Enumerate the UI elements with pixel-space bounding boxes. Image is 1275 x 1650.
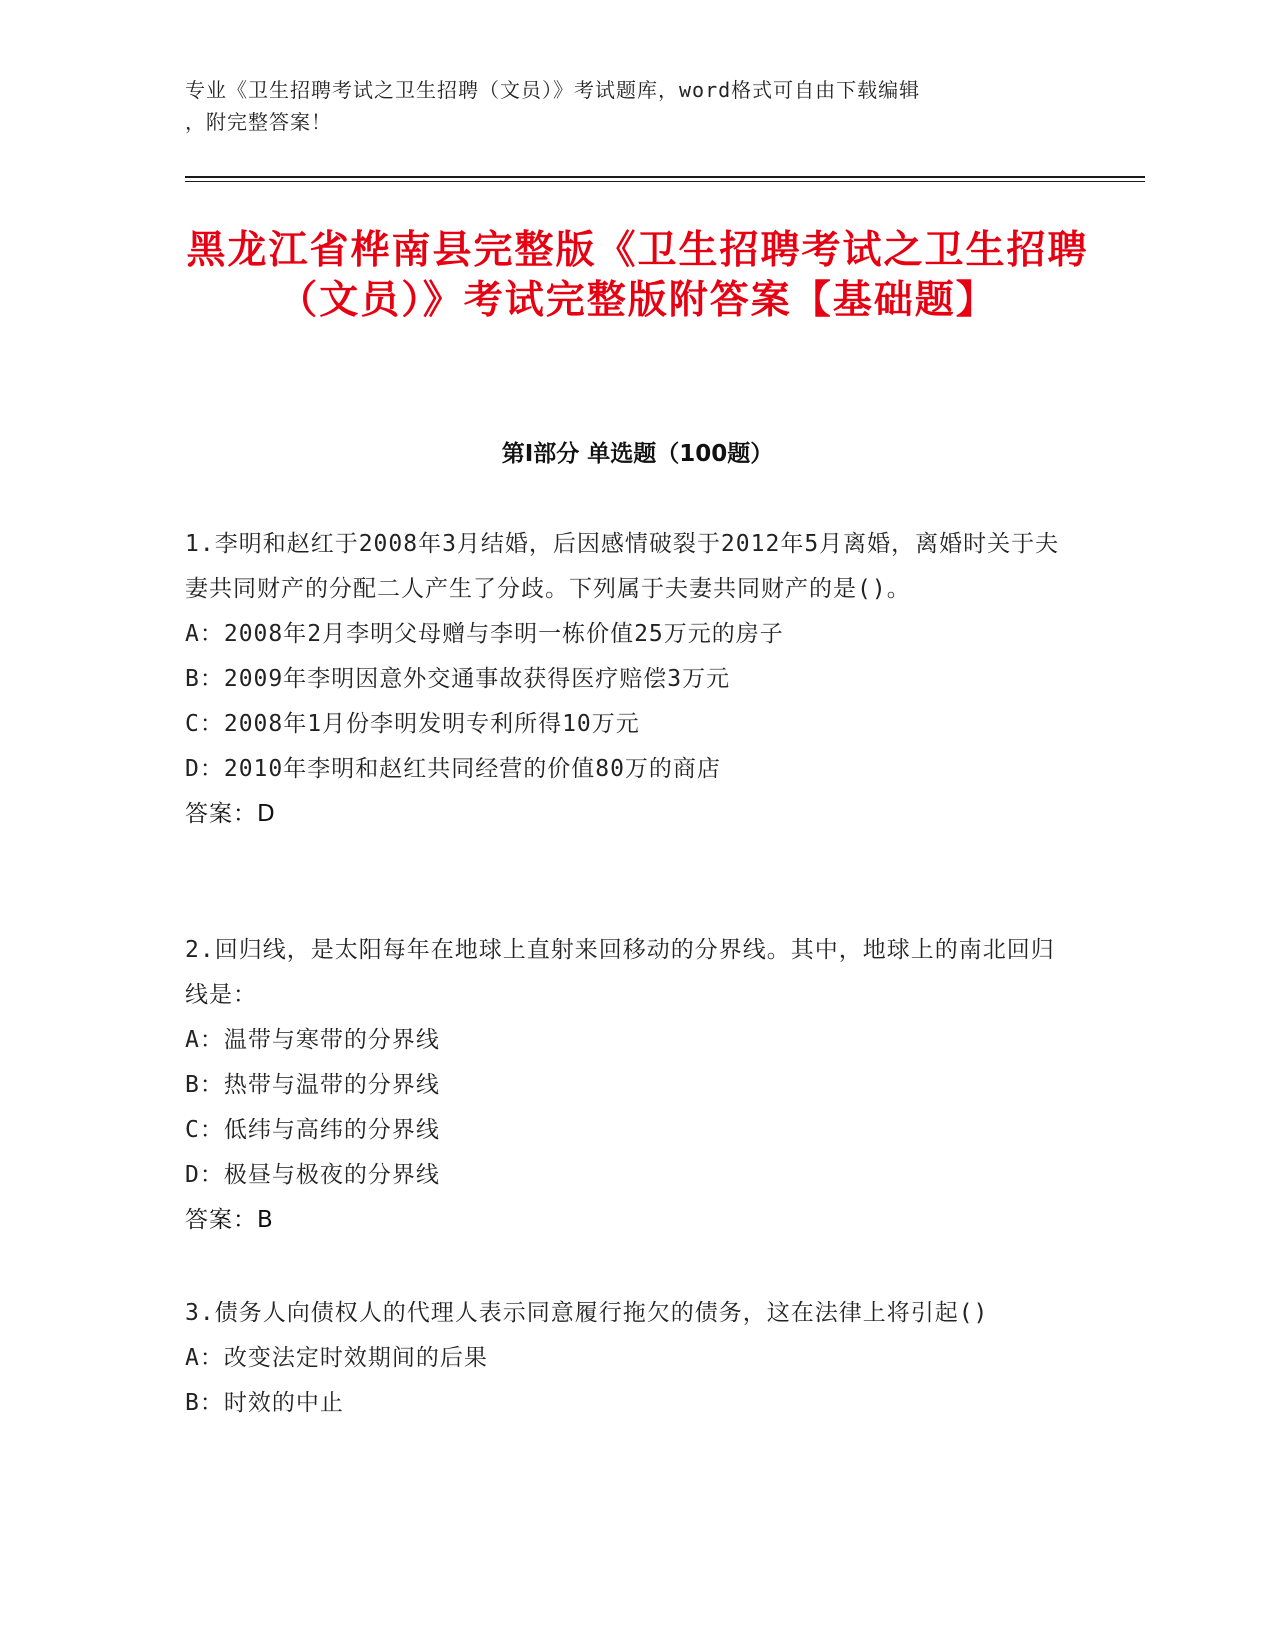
answer-line: 答案：B (185, 1207, 274, 1233)
option-c: C：低纬与高纬的分界线 (185, 1117, 440, 1143)
question-block (185, 928, 1065, 1243)
question-block (185, 522, 1065, 837)
header-note (185, 74, 1065, 138)
option-a: A：改变法定时效期间的后果 (185, 1345, 488, 1371)
question-block (185, 1291, 1065, 1426)
option-d: D：2010年李明和赵红共同经营的价值80万的商店 (185, 756, 721, 782)
header-rule-thin (185, 181, 1145, 182)
option-b: B：热带与温带的分界线 (185, 1072, 440, 1098)
option-b: B：时效的中止 (185, 1390, 344, 1416)
section-title: 第I部分 单选题（100题） (501, 441, 774, 467)
option-d: D：极昼与极夜的分界线 (185, 1162, 440, 1188)
question-stem: 3.债务人向债权人的代理人表示同意履行拖欠的债务，这在法律上将引起() (185, 1300, 989, 1326)
header-note-line-2: ，附完整答案！ (185, 110, 332, 134)
option-a: A：温带与寒带的分界线 (185, 1027, 440, 1053)
document-title: 黑龙江省桦南县完整版《卫生招聘考试之卫生招聘（文员）》考试完整版附答案【基础题】 (186, 228, 1089, 323)
question-stem: 2.回归线，是太阳每年在地球上直射来回移动的分界线。其中，地球上的南北回归线是： (185, 937, 1055, 1008)
option-b: B：2009年李明因意外交通事故获得医疗赔偿3万元 (185, 666, 731, 692)
answer-line: 答案：D (185, 801, 276, 827)
question-stem: 1.李明和赵红于2008年3月结婚，后因感情破裂于2012年5月离婚，离婚时关于夫妻共同财产的分配二人产生了分歧。下列属于夫妻共同财产的是()。 (185, 531, 1060, 602)
header-rule-thick (185, 176, 1145, 178)
option-a: A：2008年2月李明父母赠与李明一栋价值25万元的房子 (185, 621, 784, 647)
option-c: C：2008年1月份李明发明专利所得10万元 (185, 711, 640, 737)
header-note-line-1: 专业《卫生招聘考试之卫生招聘（文员）》考试题库，word格式可自由下载编辑 (185, 78, 921, 102)
